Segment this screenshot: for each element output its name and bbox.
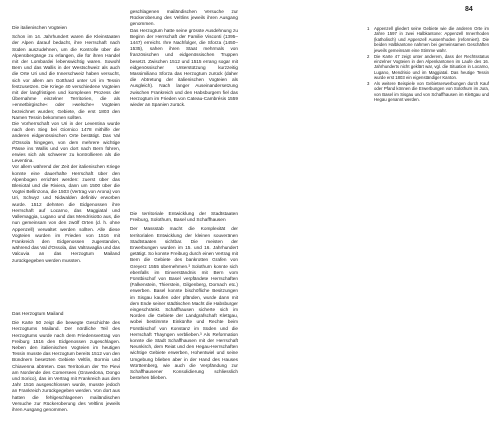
footnote-number: 1 (367, 26, 370, 31)
column-1-lower (12, 312, 120, 413)
column-2 (130, 9, 238, 108)
footnote (367, 81, 489, 103)
paragraph: geschlagenen mailändischen Versuche zur Rückeroberung des Veltlins jeweils ihren Ausgang genommen. (130, 9, 238, 27)
section-heading-vogteien: Die italienischen Vogteien (12, 26, 67, 31)
paragraph: Die Karte 50 zeigt die bewegte Geschichte des Herzogtums Mailand. Der nördliche Teil des Herzogtums wurde nach dem Friedensvertrag von Freiburg 1516 den Eidgenossen zugeschlagen. Neben den italienischen Vogteien im heutigen Tessin musste das Herzogtum bereits 1512 von den Bündnern besetzten Gebiete Veltlin, Bormio und Chiavenna abtreten. Das Territorium der Tre Pievi am Nordende des Comersees (Gravedona, Dongo und Sorico), das im Vertrag mit Frankreich aus dem Jahr 1516 ausgeschlossen wurde, musste jedoch an Frankreich zurückgegeben werden. Von dort aus hatten die fehlgeschlagenen mailändischen Versuche zur Rückeroberung des Veltlins jeweils ihren Ausgang genommen. (12, 320, 120, 413)
footnote-text: Appenzell gliedert seine Gebiete wie die anderen Orte im Jahre 1597 in zwei Halbkantone: Appenzell Innerrhoden (katholisch) und Appenzell Ausserrhoden (reformiert). Die beiden Halbkantone nahmen bei gemeinsamen Geschäften jeweils gemeinsam eine Stimme wahr. (374, 26, 489, 53)
footnote-number: 3 (367, 81, 370, 87)
column-1 (12, 26, 120, 264)
section-heading-stadtstaaten: Die territoriale Entwicklung der Stadtstaaten Freiburg, Solothurn, Basel und Schaffhausen (130, 212, 238, 224)
footnote-number: 2 (367, 53, 370, 59)
footnotes (367, 26, 489, 103)
column-2-lower (130, 212, 238, 381)
paragraph: Die Vorherrschaft von Uri in der Leventina wurde nach dem Sieg bei Giornico 1478 mithilfe der anderen eidgenössischen Orte bestätigt. Das Val d'Ossola hingegen, von dem mehrere wichtige Pässe ins Wallis und von dort nach Bern führen, erwies sich als schwerer zu kontrollieren als die Leventina. (12, 121, 120, 164)
paragraph: Schon im 14. Jahrhundert waren die Kleinstaaten der Alpen darauf bedacht, ihre Herrschaft nach Süden auszudehnen, um die Kontrolle über die Alpenübergänge zu erlangen, die für ihren Handel mit der Lombardei lebenswichtig waren. Sowohl Bern und das Wallis in der Westschweiz als auch die Orte Uri und die Innerschweiz haben versucht, sich vor allem am Gotthard unter Uri im Tessin festzusetzen. Die Kriege 40 verschiedene Vogteien mit der langfristigen und komplexen Prozess der Übernahme einzelner Territorien, die als »ennetbirgische« oder »welsche« Vogteien bezeichnet wurden; Gebiete, die erst 1803 den Namen Tessin bekommen sollten. (12, 34, 120, 120)
footnote (367, 26, 489, 53)
section-heading-mailand: Das Herzogtum Mailand (12, 312, 64, 317)
footnote (367, 54, 489, 81)
paragraph: Vor allem während der Zeit der italienischen Kriege konnte eine dauerhafte Herrschaft über den Alpenbogen errichtet werden: zuerst über das Bleniotal und die Riviera, dann um 1500 über die Vogtei Bellinzona, die 1503 (Vertrag von Arona) von Uri, Schwyz und Nidwalden definitiv erworben wurde. 1512 dehnten die Eidgenossen ihre Herrschaft auf Locarno, das Maggiatal und Vallemaggia, Lugano und das Mendrisiotto aus, die nun gemeinsam von den zwölf Orten (d. h. ohne Appenzell) verwaltet werden sollten. Alle diese Vogteien wurden im Frieden von 1516 mit Frankreich den Eidgenossen zugestanden, während das Val d'Ossola, das Valtravaglia und das Valcuvia an das Herzogtum Mailand zurückgegeben werden mussten. (12, 164, 120, 263)
page-number: 84 (465, 6, 473, 13)
paragraph: Der Massstab macht die Komplexität der territorialen Entwicklung der kleinen souveränen Stadtstaaten sichtbar. Die meisten der Erwerbungen wurden im 15. und 16. Jahrhundert getätigt. So konnte Freiburg durch einen Vertrag mit Bern die Gebiete des bankrotten Grafen von Greyerz 1555 übernehmen.³ Solothurn konnte sich ebenfalls im Einverständnis mit Bern vom Fürstbischof von Basel verpfändete Herrschaften (Falkenstein, Thierstein, Gilgenberg, Dornach etc.) erwerben. Basel konnte bischöfliche Besitzungen im Sisgau kaufen oder pfänden, wurde dann mit dem Ende seiner städtischen Macht die Habsburger eingeschränkt. Schaffhausen sicherte sich im Norden die Gebiete der Landgrafschaft Klettgau, wobei bestimmte Einkünfte und Rechte beim Fürstbischof von Konstanz im Süden und die Herrschaft Thayngen verblieben.³ Als Reformation konnte die Stadt Schaffhausen mit der Herrschaft Neunkirch, dem Reiat und den Hegau-Herrschaften wichtige Gebiete erwerben, Hohentwiel und seine Umgebung blieben aber in der Hand des Hauses Württemberg, wie auch die Verpfändung zur Schaffhausener Konsolidierung schliesslich bestehen blieben. (130, 226, 238, 381)
footnote-text: Als weitere Beispiele von Gebietserwerbungen durch Kauf oder Pfand können die Erwerbungen von Solothurn im Jura, von Basel im Sisgau und von Schaffhausen im Klettgau und Hegau genannt werden. (374, 81, 489, 103)
footnote-text: Die Karte 47 zeigt unter anderem, dass der Rechtsstatus einzelner Vogteien in den Alpenkantonen im Laufe des 16. Jahrhunderts nicht geklärt war, vgl. die Situation in Locarno, Lugano, Mendrisio und im Maggiatal. Das heutige Tessin wurde erst 1803 ein eigenständiger Kanton. (374, 53, 489, 81)
paragraph: Das Herzogtum hatte seine grösste Ausdehnung zu Beginn der Herrschaft der Familie Visconti (1395–1447) erreicht. Ihre Nachfolger, die Sforza (1450–1535), sahen ihren Staat mehrmals von französischen und eidgenössischen Truppen besetzt. Zwischen 1512 und 1515 errang sogar mit eidgenössischer Unterstützung kurzzeitig Massimiliano Sforza das Herzogtum zurück (daher die Abtretung der italienischen Vogteien als Ausgleich). Nach langer Auseinandersetzung zwischen Frankreich und den Habsburgern fiel das Herzogtum im Frieden von Cateau-Cambrésis 1559 wieder an Spanien zurück. (130, 27, 238, 108)
